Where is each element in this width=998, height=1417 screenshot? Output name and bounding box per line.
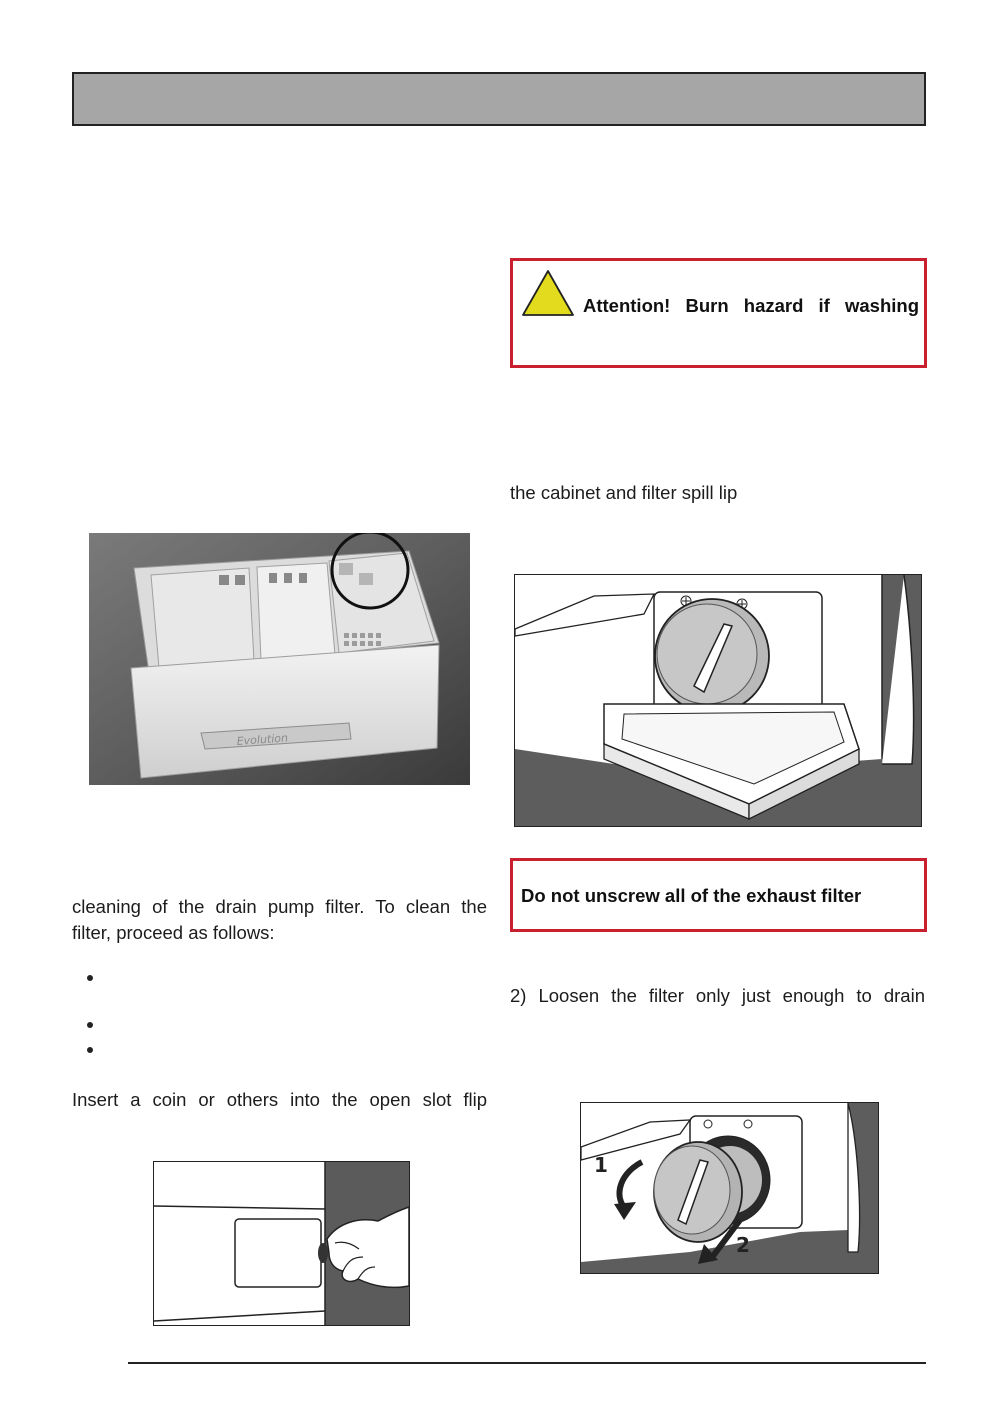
unscrew-filter-illustration xyxy=(580,1102,879,1274)
right-step-2: 2) Loosen the filter only just enough to drain xyxy=(510,985,925,1006)
detergent-drawer-photo xyxy=(89,533,470,785)
filter-spill-tray-illustration xyxy=(514,574,922,827)
burn-hazard-warning-text: Attention! Burn hazard if washing xyxy=(583,295,919,316)
bullet-point-2 xyxy=(87,1022,93,1028)
drawer-brand-label: Evolution xyxy=(236,731,289,748)
section-header-bar xyxy=(72,72,926,126)
left-paragraph-1-line-1: cleaning of the drain pump filter. To clean the xyxy=(72,896,487,917)
arrow-1-label: 1 xyxy=(594,1153,608,1177)
exhaust-filter-warning-box xyxy=(510,858,927,932)
exhaust-filter-warning-text: Do not unscrew all of the exhaust filter xyxy=(521,885,862,906)
warning-triangle-icon xyxy=(521,269,575,317)
bullet-point-1 xyxy=(87,975,93,981)
right-caption-1: the cabinet and filter spill lip xyxy=(510,482,738,503)
bullet-point-3 xyxy=(87,1047,93,1053)
footer-rule xyxy=(128,1362,926,1364)
arrow-2-label: 2 xyxy=(736,1233,750,1257)
left-paragraph-1-line-2: filter, proceed as follows: xyxy=(72,922,275,943)
burn-hazard-warning-box xyxy=(510,258,927,368)
service-flap-illustration xyxy=(153,1161,410,1326)
left-paragraph-2: Insert a coin or others into the open slot flip xyxy=(72,1089,487,1110)
